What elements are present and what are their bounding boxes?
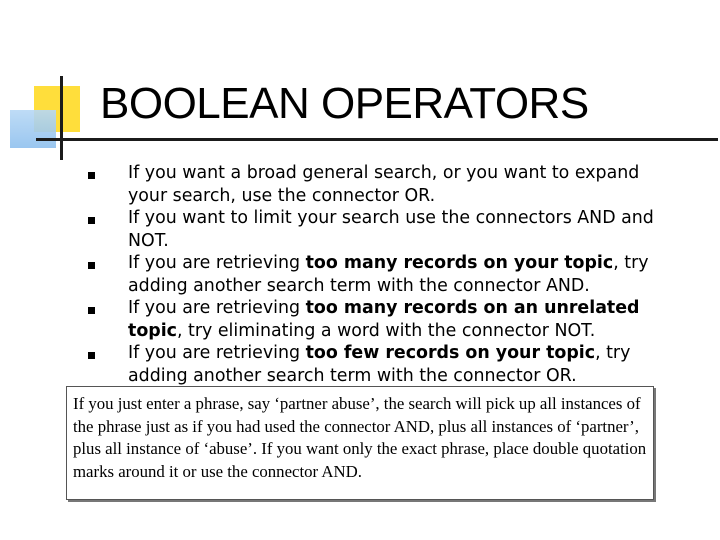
bullet-item bbox=[88, 162, 678, 207]
bullet-list bbox=[88, 162, 678, 387]
bullet-text: If you are retrieving bbox=[128, 253, 306, 273]
bullet-text: , try adding another search term with the connector OR. bbox=[128, 343, 631, 386]
bullet-text: If you are retrieving bbox=[128, 298, 306, 318]
square-bullet-icon bbox=[88, 352, 95, 359]
bullet-text: If you want a broad general search, or you want to expand your search, use the connector OR. bbox=[128, 163, 640, 206]
bullet-text: If you want to limit your search use the connectors AND and NOT. bbox=[128, 208, 654, 251]
bullet-item bbox=[88, 297, 678, 342]
title-underline-rule bbox=[36, 138, 718, 141]
bullet-emphasis: too few records on your topic bbox=[305, 343, 596, 363]
bullet-emphasis: too many records on your topic bbox=[305, 253, 614, 273]
square-bullet-icon bbox=[88, 262, 95, 269]
bullet-text: If you are retrieving bbox=[128, 343, 306, 363]
square-bullet-icon bbox=[88, 172, 95, 179]
square-bullet-icon bbox=[88, 307, 95, 314]
note-box: If you just enter a phrase, say ‘partner abuse’, the search will pick up all instances of the phrase just as if you had used the connector AND, plus all instances of ‘partner’, plus all instance of ‘abuse’. If you want only the exact phrase, place double quotation marks around it or use the connector AND. bbox=[66, 386, 654, 500]
square-bullet-icon bbox=[88, 217, 95, 224]
bullet-emphasis: too many records on an unrelated topic bbox=[128, 298, 640, 341]
bullet-item bbox=[88, 207, 678, 252]
bullet-text: , try eliminating a word with the connector NOT. bbox=[176, 320, 596, 341]
slide-title: BOOLEAN OPERATORS bbox=[100, 79, 589, 128]
bullet-text: , try adding another search term with the connector AND. bbox=[128, 253, 649, 296]
bullet-item bbox=[88, 252, 678, 297]
bullet-item bbox=[88, 342, 678, 387]
